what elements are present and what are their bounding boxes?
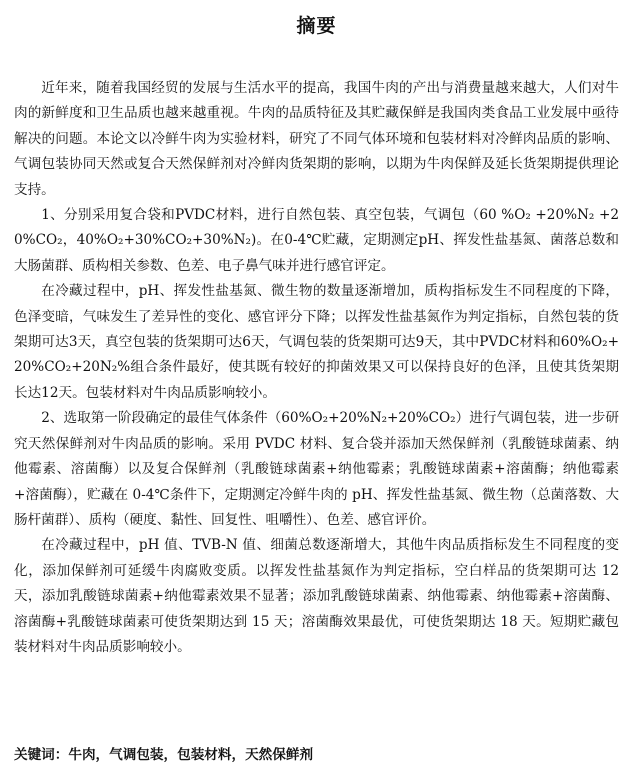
keywords-line: 关键词：牛肉，气调包装，包装材料，天然保鲜剂 <box>14 747 314 763</box>
abstract-title: 摘要 <box>296 15 337 37</box>
abstract-paragraph-stage1-method: 1、分别采用复合袋和PVDC材料，进行自然包装、真空包装，气调包（60 %O₂ +20%N₂ +20%CO₂，40%O₂+30%CO₂+30%N₂)。在0-4℃贮藏，定期测定pH、挥发性盐基氮、菌落总数和大肠菌群、质构相关参数、色差、电子鼻气味并进行感官评定。 <box>14 207 619 274</box>
abstract-paragraph-intro: 近年来，随着我国经贸的发展与生活水平的提高，我国牛肉的产出与消费量越来越大，人们对牛肉的新鲜度和卫生品质也越来越重视。牛肉的品质特征及其贮藏保鲜是我国肉类食品工业发展中亟待解决的问题。本论文以冷鲜牛肉为实验材料，研究了不同气体环境和包装材料对冷鲜肉品质的影响、气调包装协同天然或复合天然保鲜剂对冷鲜肉货架期的影响，以期为牛肉保鲜及延长货架期提供理论支持。 <box>14 80 619 198</box>
abstract-paragraph-stage1-results: 在冷藏过程中，pH、挥发性盐基氮、微生物的数量逐渐增加，质构指标发生不同程度的下降，色泽变暗，气味发生了差异性的变化、感官评分下降；以挥发性盐基氮作为判定指标，自然包装的货架期可达3天，真空包装的货架期可达6天，气调包装的货架期可达9天，其中PVDC材料和60%O₂+20%CO₂+20N₂%组合条件最好，使其既有较好的抑菌效果又可以保持良好的色泽，且使其货架期长达12天。包装材料对牛肉品质影响较小。 <box>14 283 619 401</box>
abstract-paragraph-stage2-results: 在冷藏过程中，pH 值、TVB-N 值、细菌总数逐渐增大，其他牛肉品质指标发生不同程度的变化，添加保鲜剂可延缓牛肉腐败变质。以挥发性盐基氮作为判定指标，空白样品的货架期可达 12 天，添加乳酸链球菌素+纳他霉素效果不显著；添加乳酸链球菌素、纳他霉素、纳他霉素+溶菌酶、溶菌酶+乳酸链球菌素可使货架期达到 15 天；溶菌酶效果最优，可使货架期达 18 天。短期贮藏包装材料对牛肉品质影响较小。 <box>14 537 619 655</box>
abstract-paragraph-stage2-method: 2、选取第一阶段确定的最佳气体条件（60%O₂+20%N₂+20%CO₂）进行气调包装，进一步研究天然保鲜剂对牛肉品质的影响。采用 PVDC 材料、复合袋并添加天然保鲜剂（乳酸链球菌素、纳他霉素、溶菌酶）以及复合保鲜剂（乳酸链球菌素+纳他霉素；乳酸链球菌素+溶菌酶；纳他霉素+溶菌酶），贮藏在 0-4℃条件下，定期测定冷鲜牛肉的 pH、挥发性盐基氮、微生物（总菌落数、大肠杆菌群）、质构（硬度、黏性、回复性、咀嚼性）、色差、感官评价。 <box>14 410 619 528</box>
